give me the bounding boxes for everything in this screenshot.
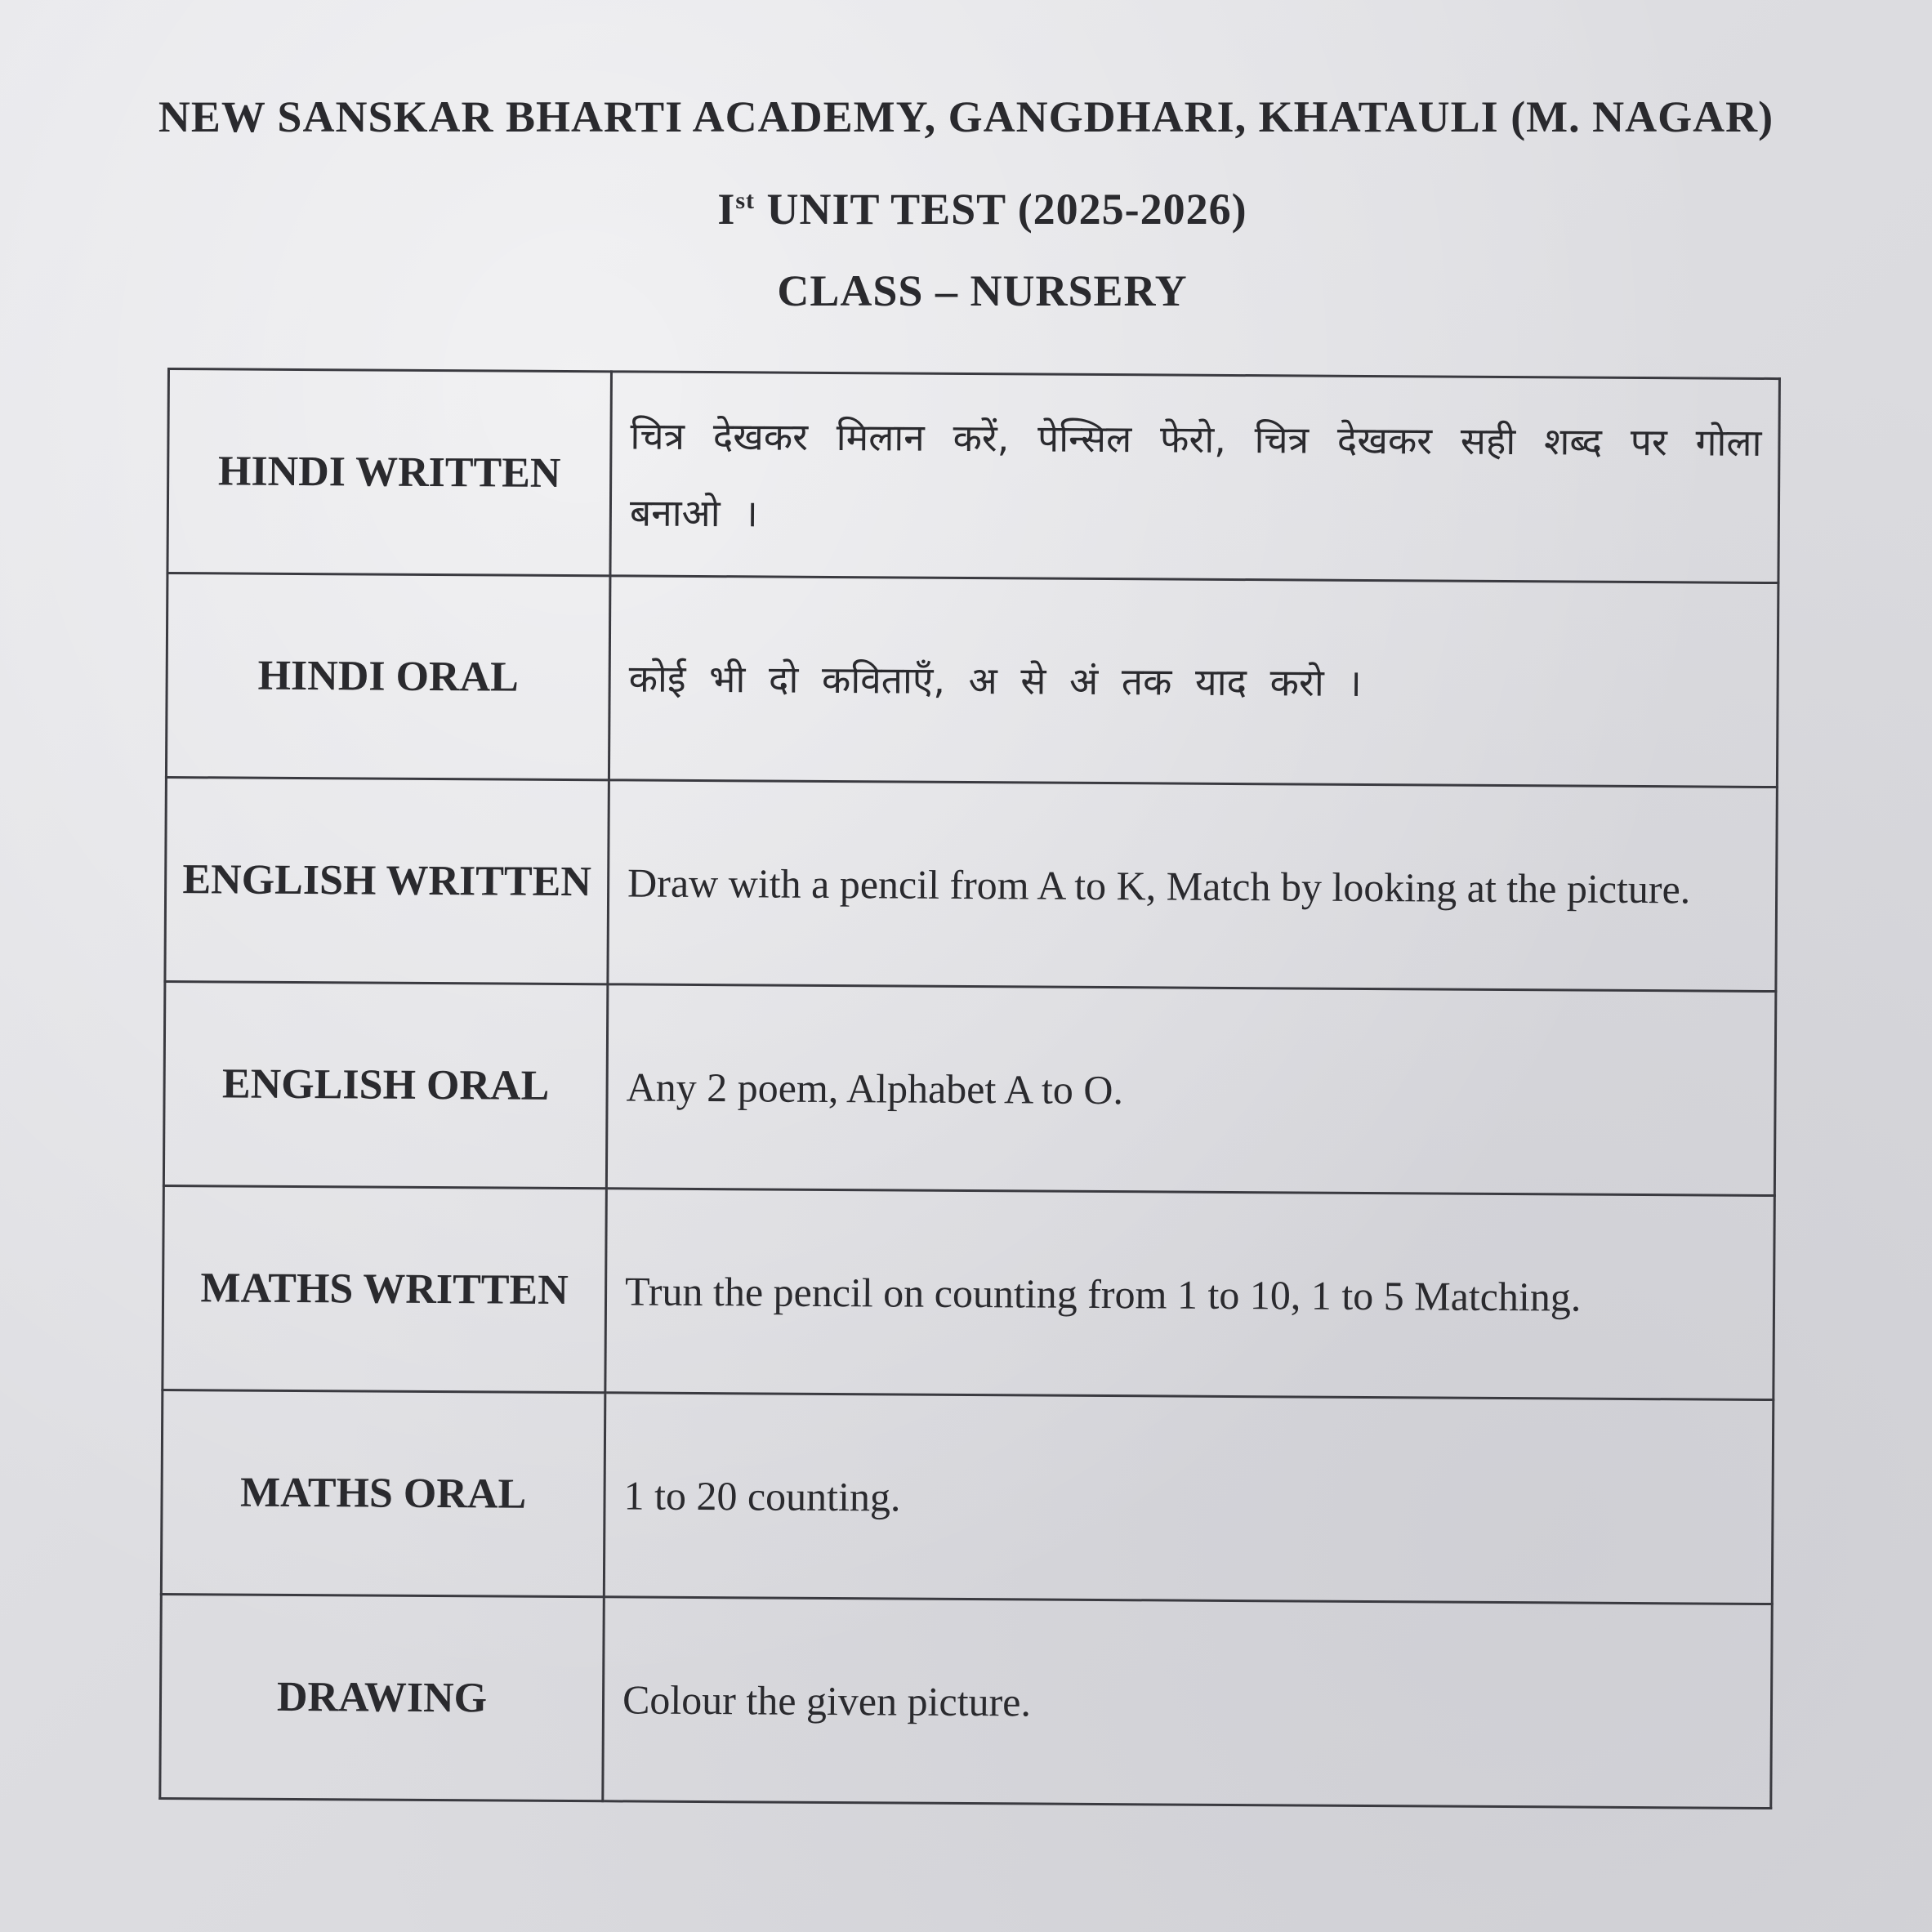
table-row xyxy=(163,981,1775,1195)
table-row xyxy=(166,573,1778,788)
school-name: NEW SANSKAR BHARTI ACADEMY, GANGDHARI, KHATAULI (M. NAGAR) xyxy=(158,92,1774,141)
test-ordinal-suffix: st xyxy=(735,187,756,214)
table-row xyxy=(163,1185,1774,1399)
subject-maths-written: MATHS WRITTEN xyxy=(163,1185,607,1392)
detail-english-oral: Any 2 poem, Alphabet A to O. xyxy=(606,984,1776,1196)
table-row xyxy=(165,777,1777,991)
subject-hindi-oral: HINDI ORAL xyxy=(166,573,610,780)
test-ordinal: I xyxy=(717,185,736,234)
subject-maths-oral: MATHS ORAL xyxy=(161,1390,605,1596)
subject-english-oral: ENGLISH ORAL xyxy=(163,981,608,1188)
subject-drawing: DRAWING xyxy=(160,1594,605,1800)
table-row xyxy=(160,1594,1772,1808)
subject-english-written: ENGLISH WRITTEN xyxy=(165,777,609,984)
syllabus-table xyxy=(158,368,1781,1809)
table-row xyxy=(161,1390,1773,1604)
class-name: CLASS – NURSERY xyxy=(777,266,1188,315)
subject-hindi-written: HINDI WRITTEN xyxy=(167,369,612,576)
table-row xyxy=(167,369,1779,583)
detail-hindi-oral: कोई भी दो कविताएँ, अ से अं तक याद करो । xyxy=(609,576,1778,788)
test-title xyxy=(16,184,1932,234)
detail-hindi-written: चित्र देखकर मिलान करें, पेन्सिल फेरो, चित्र देखकर सही शब्द पर गोला बनाओ । xyxy=(610,372,1780,583)
detail-maths-written: Trun the pencil on counting from 1 to 10, 1 to 5 Matching. xyxy=(605,1189,1775,1400)
detail-maths-oral: 1 to 20 counting. xyxy=(604,1393,1774,1604)
detail-english-written: Draw with a pencil from A to K, Match by looking at the picture. xyxy=(608,780,1778,992)
test-name: UNIT TEST (2025-2026) xyxy=(755,185,1247,234)
detail-drawing: Colour the given picture. xyxy=(603,1597,1773,1809)
